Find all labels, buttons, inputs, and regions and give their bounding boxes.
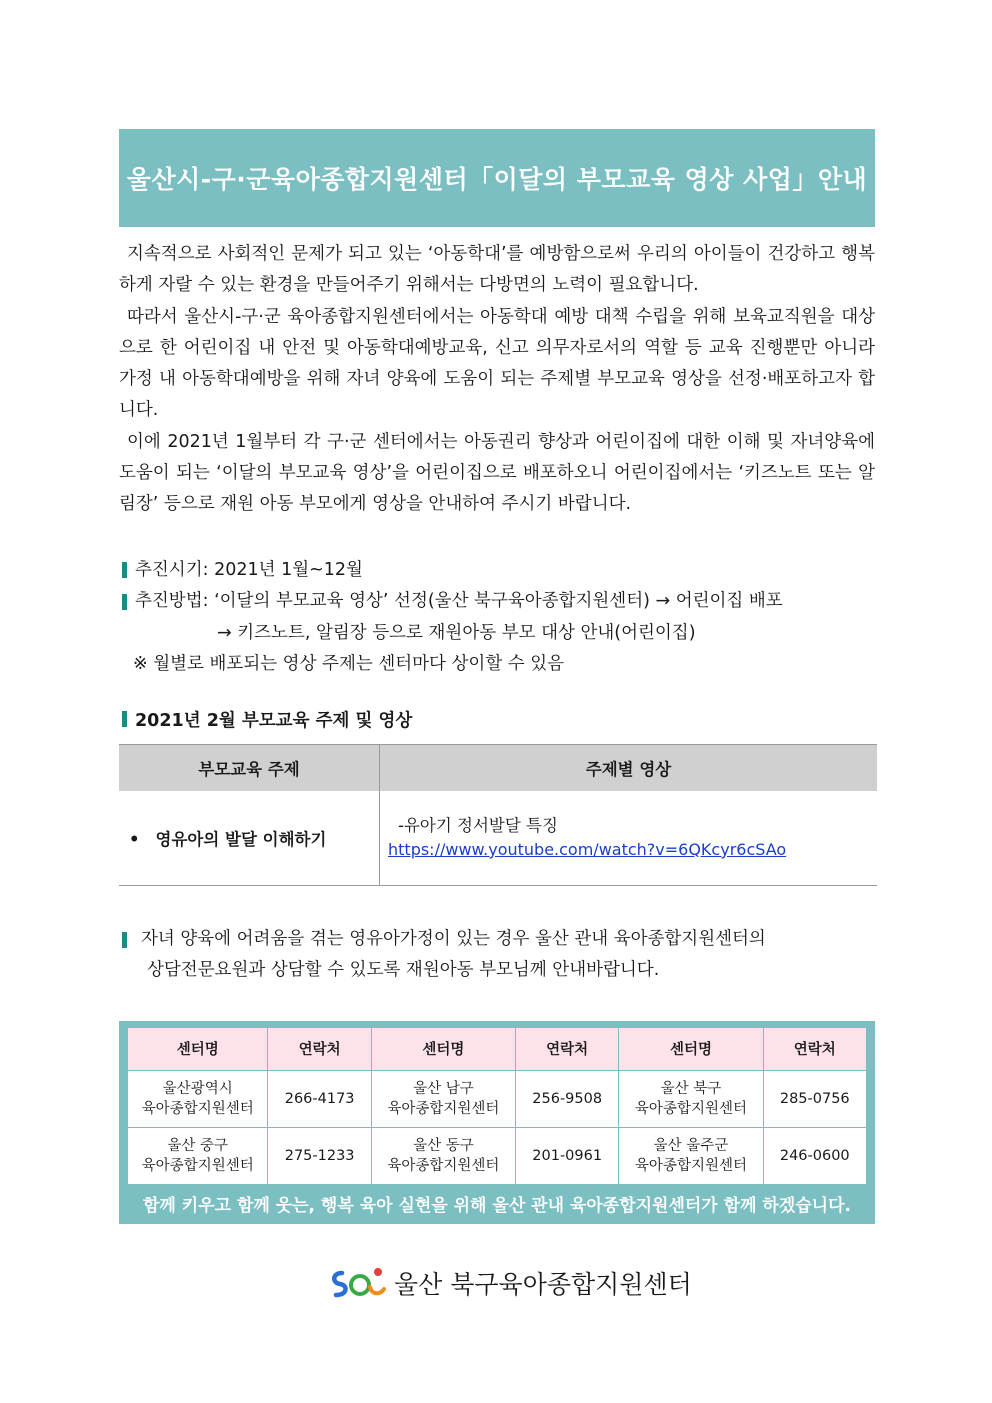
center-name: 울산 동구 육아종합지원센터 xyxy=(371,1127,515,1184)
video-cell xyxy=(380,791,878,886)
center-contact-box xyxy=(119,1021,875,1224)
intro-paragraph: 이에 2021년 1월부터 각 구·군 센터에서는 아동권리 향상과 어린이집에 대한 이해 및 자녀양육에 도움이 되는 ‘이달의 부모교육 영상’을 어린이집으로 배포하오니 어린이집에서는 ‘키즈노트 또는 알림장’ 등으로 재원 아동 부모에게 영상을 안내하여 주시기 바랍니다. xyxy=(119,431,875,515)
video-link[interactable]: https://www.youtube.com/watch?v=6QKcyr6cSAo xyxy=(388,839,787,859)
column-header-video: 주제별 영상 xyxy=(380,744,878,791)
topic-cell xyxy=(119,791,380,886)
column-header-phone: 연락처 xyxy=(515,1027,618,1070)
center-phone: 246-0600 xyxy=(763,1127,867,1184)
schedule-method-continued: → 키즈노트, 알림장 등으로 재원아동 부모 대상 안내(어린이집) xyxy=(217,622,696,643)
schedule-method: 추진방법: ‘이달의 부모교육 영상’ 선정(울산 북구육아종합지원센터) → 어린이집 배포 xyxy=(119,586,875,618)
bullet-bar-icon xyxy=(122,711,127,727)
center-footer-message: 함께 키우고 함께 웃는, 행복 육아 실현을 위해 울산 관내 육아종합지원센터가 함께 하겠습니다. xyxy=(143,1195,851,1216)
table-row xyxy=(128,1127,867,1184)
center-name: 울산광역시 육아종합지원센터 xyxy=(128,1070,268,1127)
topic-section-title: 2021년 2월 부모교육 주제 및 영상 xyxy=(119,707,875,732)
bukgu-childcare-logo-icon xyxy=(328,1263,388,1303)
center-phone: 256-9508 xyxy=(515,1070,618,1127)
video-title: -유아기 정서발달 특징 xyxy=(398,815,558,835)
advice-line-2: 상담전문요원과 상담할 수 있도록 재원아동 부모님께 안내바랍니다. xyxy=(147,960,660,981)
schedule-note: ※ 월별로 배포되는 영상 주제는 센터마다 상이할 수 있음 xyxy=(133,654,565,675)
advice-line-1: 자녀 양육에 어려움을 겪는 영유아가정이 있는 경우 울산 관내 육아종합지원센터의 xyxy=(141,928,766,949)
center-phone: 285-0756 xyxy=(763,1070,867,1127)
organization-logo xyxy=(328,1263,692,1303)
bullet-dot: • xyxy=(129,829,140,849)
center-name: 울산 북구 육아종합지원센터 xyxy=(619,1070,763,1127)
bullet-bar-icon xyxy=(122,594,127,610)
center-name: 울산 남구 육아종합지원센터 xyxy=(371,1070,515,1127)
intro-section xyxy=(119,239,875,521)
bullet-bar-icon xyxy=(122,932,127,948)
intro-paragraph: 지속적으로 사회적인 문제가 되고 있는 ‘아동학대’를 예방함으로써 우리의 아이들이 건강하고 행복하게 자랄 수 있는 환경을 만들어주기 위해서는 다방면의 노력이 필요합니다. xyxy=(119,244,875,296)
document-page xyxy=(119,129,875,1224)
title-banner xyxy=(119,129,875,227)
schedule-period: 추진시기: 2021년 1월~12월 xyxy=(119,555,875,587)
center-phone: 275-1233 xyxy=(268,1127,371,1184)
table-header-row xyxy=(119,744,877,791)
page-title: 울산시-구·군육아종합지원센터「이달의 부모교육 영상 사업」안내 xyxy=(126,165,868,194)
center-name: 울산 중구 육아종합지원센터 xyxy=(128,1127,268,1184)
column-header-topic: 부모교육 주제 xyxy=(119,744,380,791)
center-name: 울산 울주군 육아종합지원센터 xyxy=(619,1127,763,1184)
schedule-section xyxy=(119,555,875,681)
column-header-center: 센터명 xyxy=(371,1027,515,1070)
intro-paragraph: 따라서 울산시-구·군 육아종합지원센터에서는 아동학대 예방 대책 수립을 위해 보육교직원을 대상으로 한 어린이집 내 안전 및 아동학대예방교육, 신고 의무자로서의 역할 등 교육 진행뿐만 아니라 가정 내 아동학대예방을 위해 자녀 양육에 도움이 되는 주제별 부모교육 영상을 선정·배포하고자 합니다. xyxy=(119,306,875,421)
column-header-phone: 연락처 xyxy=(268,1027,371,1070)
bullet-bar-icon xyxy=(122,562,127,578)
center-phone: 266-4173 xyxy=(268,1070,371,1127)
center-phone: 201-0961 xyxy=(515,1127,618,1184)
topic-name: 영유아의 발달 이해하기 xyxy=(155,829,327,849)
center-contact-table xyxy=(127,1027,867,1185)
column-header-phone: 연락처 xyxy=(763,1027,867,1070)
topic-table xyxy=(119,744,877,886)
organization-name: 울산 북구육아종합지원센터 xyxy=(394,1270,692,1299)
advice-section xyxy=(119,924,875,987)
table-row xyxy=(128,1070,867,1127)
column-header-center: 센터명 xyxy=(619,1027,763,1070)
column-header-center: 센터명 xyxy=(128,1027,268,1070)
table-row xyxy=(119,791,877,886)
table-header-row xyxy=(128,1027,867,1070)
